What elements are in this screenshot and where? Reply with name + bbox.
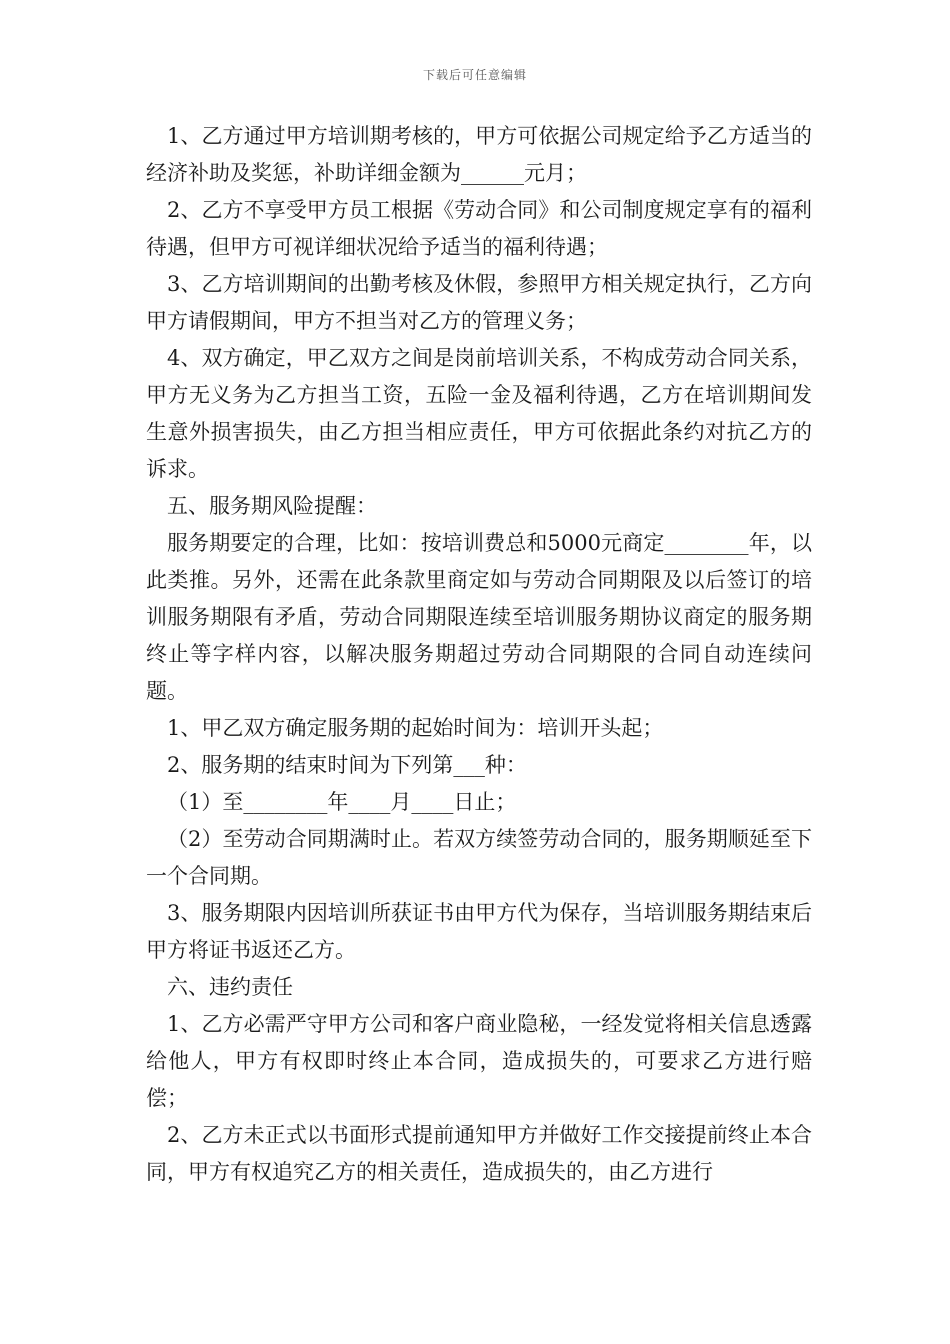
paragraph-attendance: 3、乙方培训期间的出勤考核及休假，参照甲方相关规定执行，乙方向甲方请假期间，甲方不担当对乙方的管理义务； <box>146 272 812 333</box>
paragraph-service-period-note: 服务期要定的合理，比如：按培训费总和5000元商定________年，以此类推。另外，还需在此条款里商定如与劳动合同期限及以后签订的培训服务期限有矛盾，劳动合同期限连续至培训服务期协议商定的服务期终止等字样内容，以解决服务期超过劳动合同期限的合同自动连续问题。 <box>146 531 812 703</box>
paragraph-training-subsidy: 1、乙方通过甲方培训期考核的，甲方可依据公司规定给予乙方适当的经济补助及奖惩，补助详细金额为______元月； <box>146 124 812 185</box>
paragraph-service-end: 2、服务期的结束时间为下列第___种： <box>167 753 527 777</box>
paragraph-service-start: 1、甲乙双方确定服务期的起始时间为：培训开头起； <box>167 716 664 740</box>
document-body <box>146 118 812 1191</box>
paragraph-relationship: 4、双方确定，甲乙双方之间是岗前培训关系，不构成劳动合同关系，甲方无义务为乙方担当工资，五险一金及福利待遇，乙方在培训期间发生意外损害损失，由乙方担当相应责任，甲方可依据此条约对抗乙方的诉求。 <box>146 346 812 481</box>
section-heading-liability: 六、违约责任 <box>167 975 293 999</box>
paragraph-certificate: 3、服务期限内因培训所获证书由甲方代为保存，当培训服务期结束后甲方将证书返还乙方。 <box>146 901 812 962</box>
page-header: 下载后可任意编辑 <box>422 68 527 82</box>
paragraph-welfare: 2、乙方不享受甲方员工根据《劳动合同》和公司制度规定享有的福利待遇，但甲方可视详细状况给予适当的福利待遇； <box>146 198 812 259</box>
paragraph-service-end-option-1: （1）至________年____月____日止； <box>167 790 517 814</box>
section-heading-service-period-risk: 五、服务期风险提醒： <box>167 494 377 518</box>
paragraph-early-termination: 2、乙方未正式以书面形式提前通知甲方并做好工作交接提前终止本合同，甲方有权追究乙方的相关责任，造成损失的，由乙方进行 <box>146 1123 812 1184</box>
paragraph-service-end-option-2: （2）至劳动合同期满时止。若双方续签劳动合同的，服务期顺延至下一个合同期。 <box>146 827 812 888</box>
paragraph-confidentiality: 1、乙方必需严守甲方公司和客户商业隐秘，一经发觉将相关信息透露给他人，甲方有权即时终止本合同，造成损失的，可要求乙方进行赔偿； <box>146 1012 812 1110</box>
